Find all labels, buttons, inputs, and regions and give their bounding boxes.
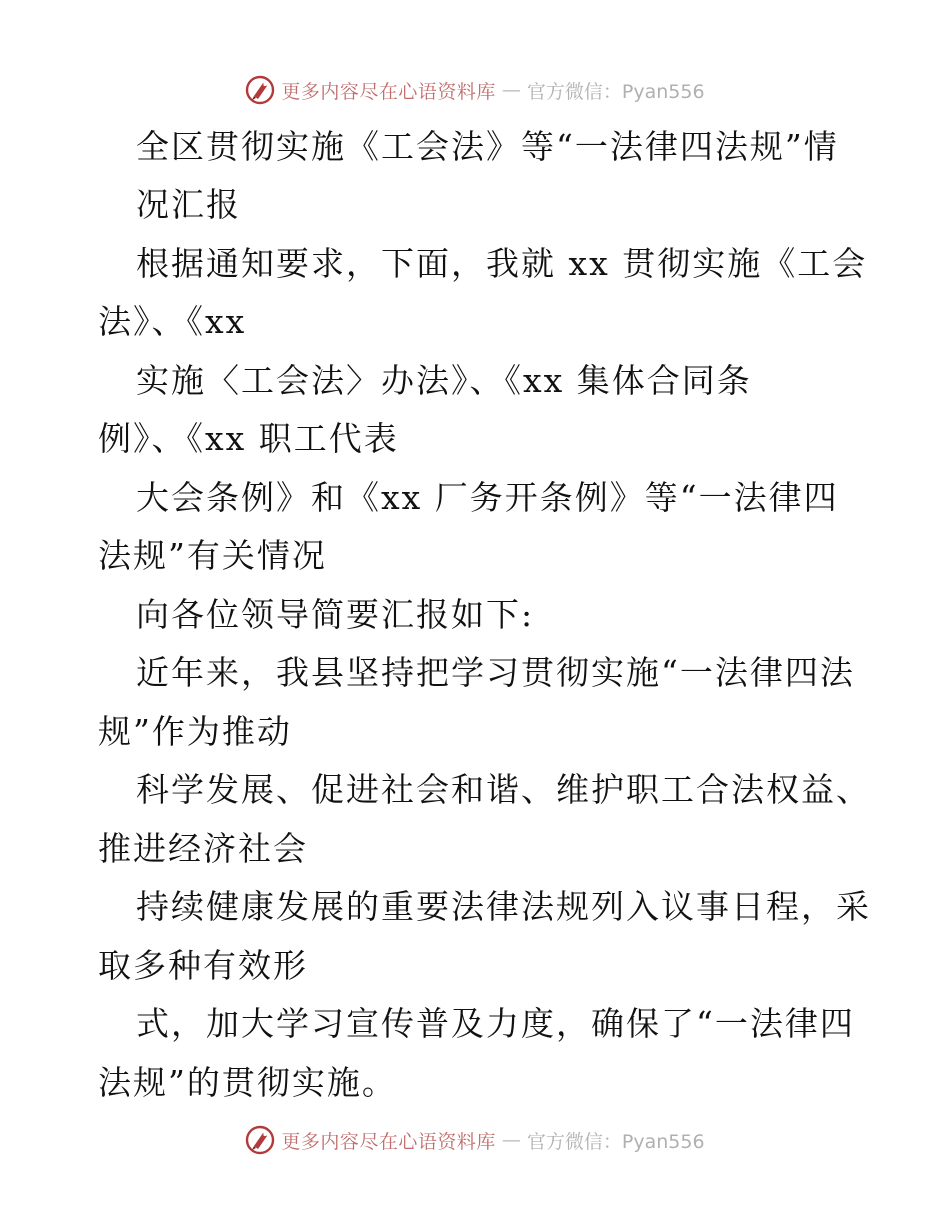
body-line: 科学发展、促进社会和谐、维护职工合法权益、 [136, 770, 871, 809]
body-line: 持续健康发展的重要法律法规列入议事日程，采 [136, 887, 871, 926]
body-line: 法》、《xx [98, 302, 247, 341]
body-line: 例》、《xx 职工代表 [98, 419, 399, 458]
body-line: 向各位领导简要汇报如下: [136, 595, 535, 634]
body-line: 法规”有关情况 [98, 536, 327, 575]
body-line: 近年来，我县坚持把学习贯彻实施“一法律四法 [136, 653, 855, 692]
banner-title: 更多内容尽在心语资料库 [281, 1130, 496, 1153]
banner-separator: — [501, 79, 521, 101]
title-line-2: 况汇报 [136, 185, 241, 224]
body-line: 规”作为推动 [98, 712, 292, 751]
banner-title: 更多内容尽在心语资料库 [281, 80, 496, 103]
body-line: 式，加大学习宣传普及力度，确保了“一法律四 [136, 1004, 855, 1043]
body-line: 法规”的贯彻实施。 [98, 1063, 397, 1102]
body-line: 实施〈工会法〉办法》、《xx 集体合同条 [136, 361, 752, 400]
banner-wechat: 官方微信：Pyan556 [526, 80, 705, 103]
banner-separator: — [501, 1129, 521, 1151]
pen-nib-logo-icon [245, 1125, 275, 1155]
pen-nib-logo-icon [245, 75, 275, 105]
banner-wechat: 官方微信：Pyan556 [526, 1130, 705, 1153]
body-line: 推进经济社会 [98, 829, 308, 868]
body-line: 取多种有效形 [98, 946, 308, 985]
title-line-1: 全区贯彻实施《工会法》等“一法律四法规”情 [136, 127, 839, 166]
body-line: 大会条例》和《xx 厂务开条例》等“一法律四 [136, 478, 839, 517]
header-banner [0, 70, 950, 110]
footer-banner [0, 1120, 950, 1160]
body-line: 根据通知要求，下面，我就 xx 贯彻实施《工会 [136, 244, 868, 283]
